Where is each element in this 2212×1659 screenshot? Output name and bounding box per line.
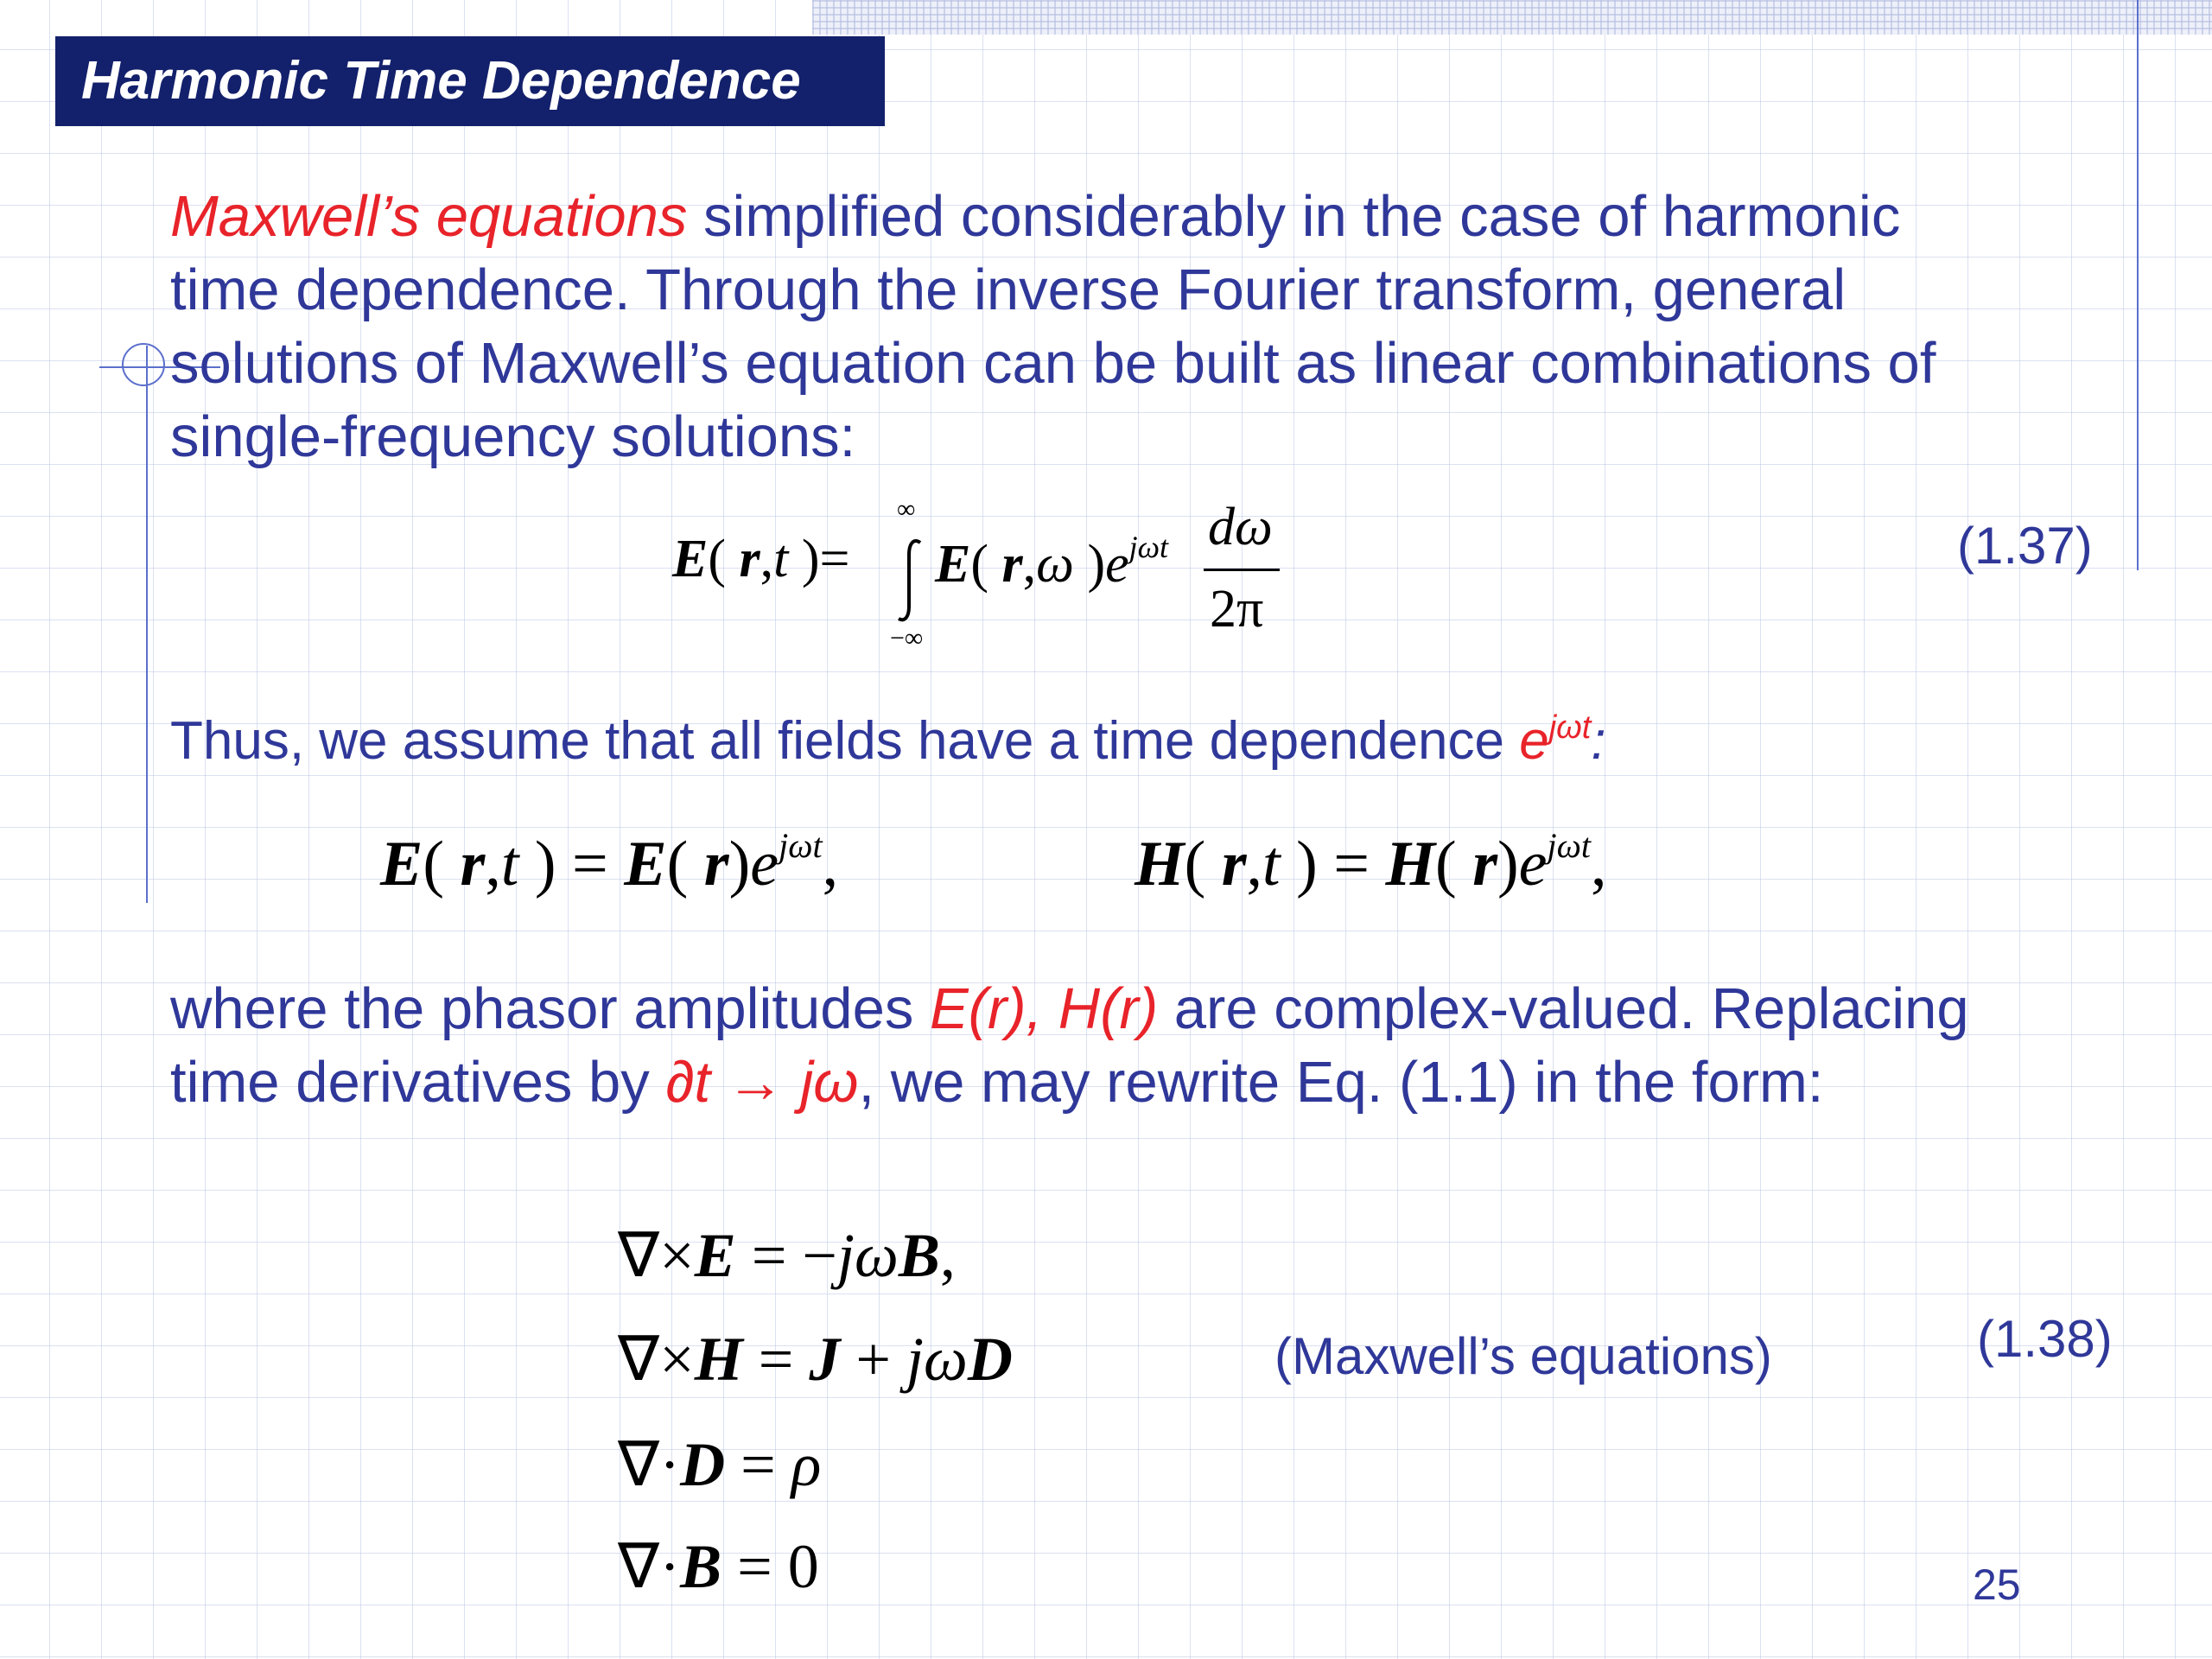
e-phasor-equation: E( r,t ) = E( $r)e^{j\omega t}$,	[380, 826, 839, 899]
eq137-lhs: E( r,t )=	[672, 530, 850, 588]
gauss-law: ∇·D = ρ	[618, 1430, 822, 1499]
where-line-2: time derivatives by ∂t → jω, we may rewrite Eq. (1.1) in the form:	[170, 1050, 1824, 1115]
eq137-numerator: dω	[1208, 498, 1273, 556]
where-paragraph	[170, 972, 1969, 1119]
integral-sign-icon	[894, 537, 929, 624]
intro-line-1: Maxwell’s equations simplified considerably in the case of harmonic	[170, 184, 1901, 249]
page-number: 25	[1973, 1560, 2021, 1609]
faraday-law: ∇×E = −jωB,	[618, 1221, 956, 1290]
intro-line-4: single-frequency solutions:	[170, 404, 856, 469]
derivative-highlight: ∂t → jω	[665, 1050, 859, 1115]
eq137-lower-limit: −∞	[890, 624, 924, 652]
left-accent-line	[146, 346, 148, 903]
maxwell-highlight: Maxwell’s equations	[170, 184, 688, 249]
crosshair-circle-icon	[122, 343, 165, 386]
eq137-upper-limit: ∞	[897, 495, 916, 524]
intro-line-3: solutions of Maxwell’s equation can be built as linear combinations of	[170, 331, 1936, 396]
eq137-integrand: E( r,ω )$e^{j\omega t}$	[935, 530, 1169, 594]
phasor-highlight: E(r), H(r)	[929, 976, 1159, 1041]
intro-paragraph	[170, 180, 1936, 474]
eq137-number: (1.37)	[1957, 517, 2093, 575]
h-phasor-equation: H( r,t ) = H( $r)e^{j\omega t}$,	[1135, 826, 1607, 899]
top-decoration-band	[812, 0, 2212, 35]
eq137-denominator: 2π	[1210, 580, 1264, 639]
slide-title-bar	[55, 36, 885, 126]
assume-line: Thus, we assume that all fields have a time dependence $e^{j\omega t}$:	[170, 709, 1606, 771]
intro-line-2: time dependence. Through the inverse Fourier transform, general	[170, 257, 1847, 322]
slide-title: Harmonic Time Dependence	[81, 51, 801, 111]
gauss-magnetism-law: ∇·B = 0	[618, 1532, 819, 1601]
maxwell-label: (Maxwell’s equations)	[1274, 1327, 1772, 1385]
time-dependence-highlight: $e^{j\omega t}$	[1519, 709, 1592, 771]
where-line-1: where the phasor amplitudes E(r), H(r) are complex-valued. Replacing	[170, 976, 1969, 1041]
eq138-number: (1.38)	[1977, 1310, 2113, 1368]
ampere-law: ∇×H = J + jωD	[618, 1325, 1013, 1394]
right-accent-line	[2137, 0, 2139, 570]
fraction-bar	[1204, 569, 1280, 571]
